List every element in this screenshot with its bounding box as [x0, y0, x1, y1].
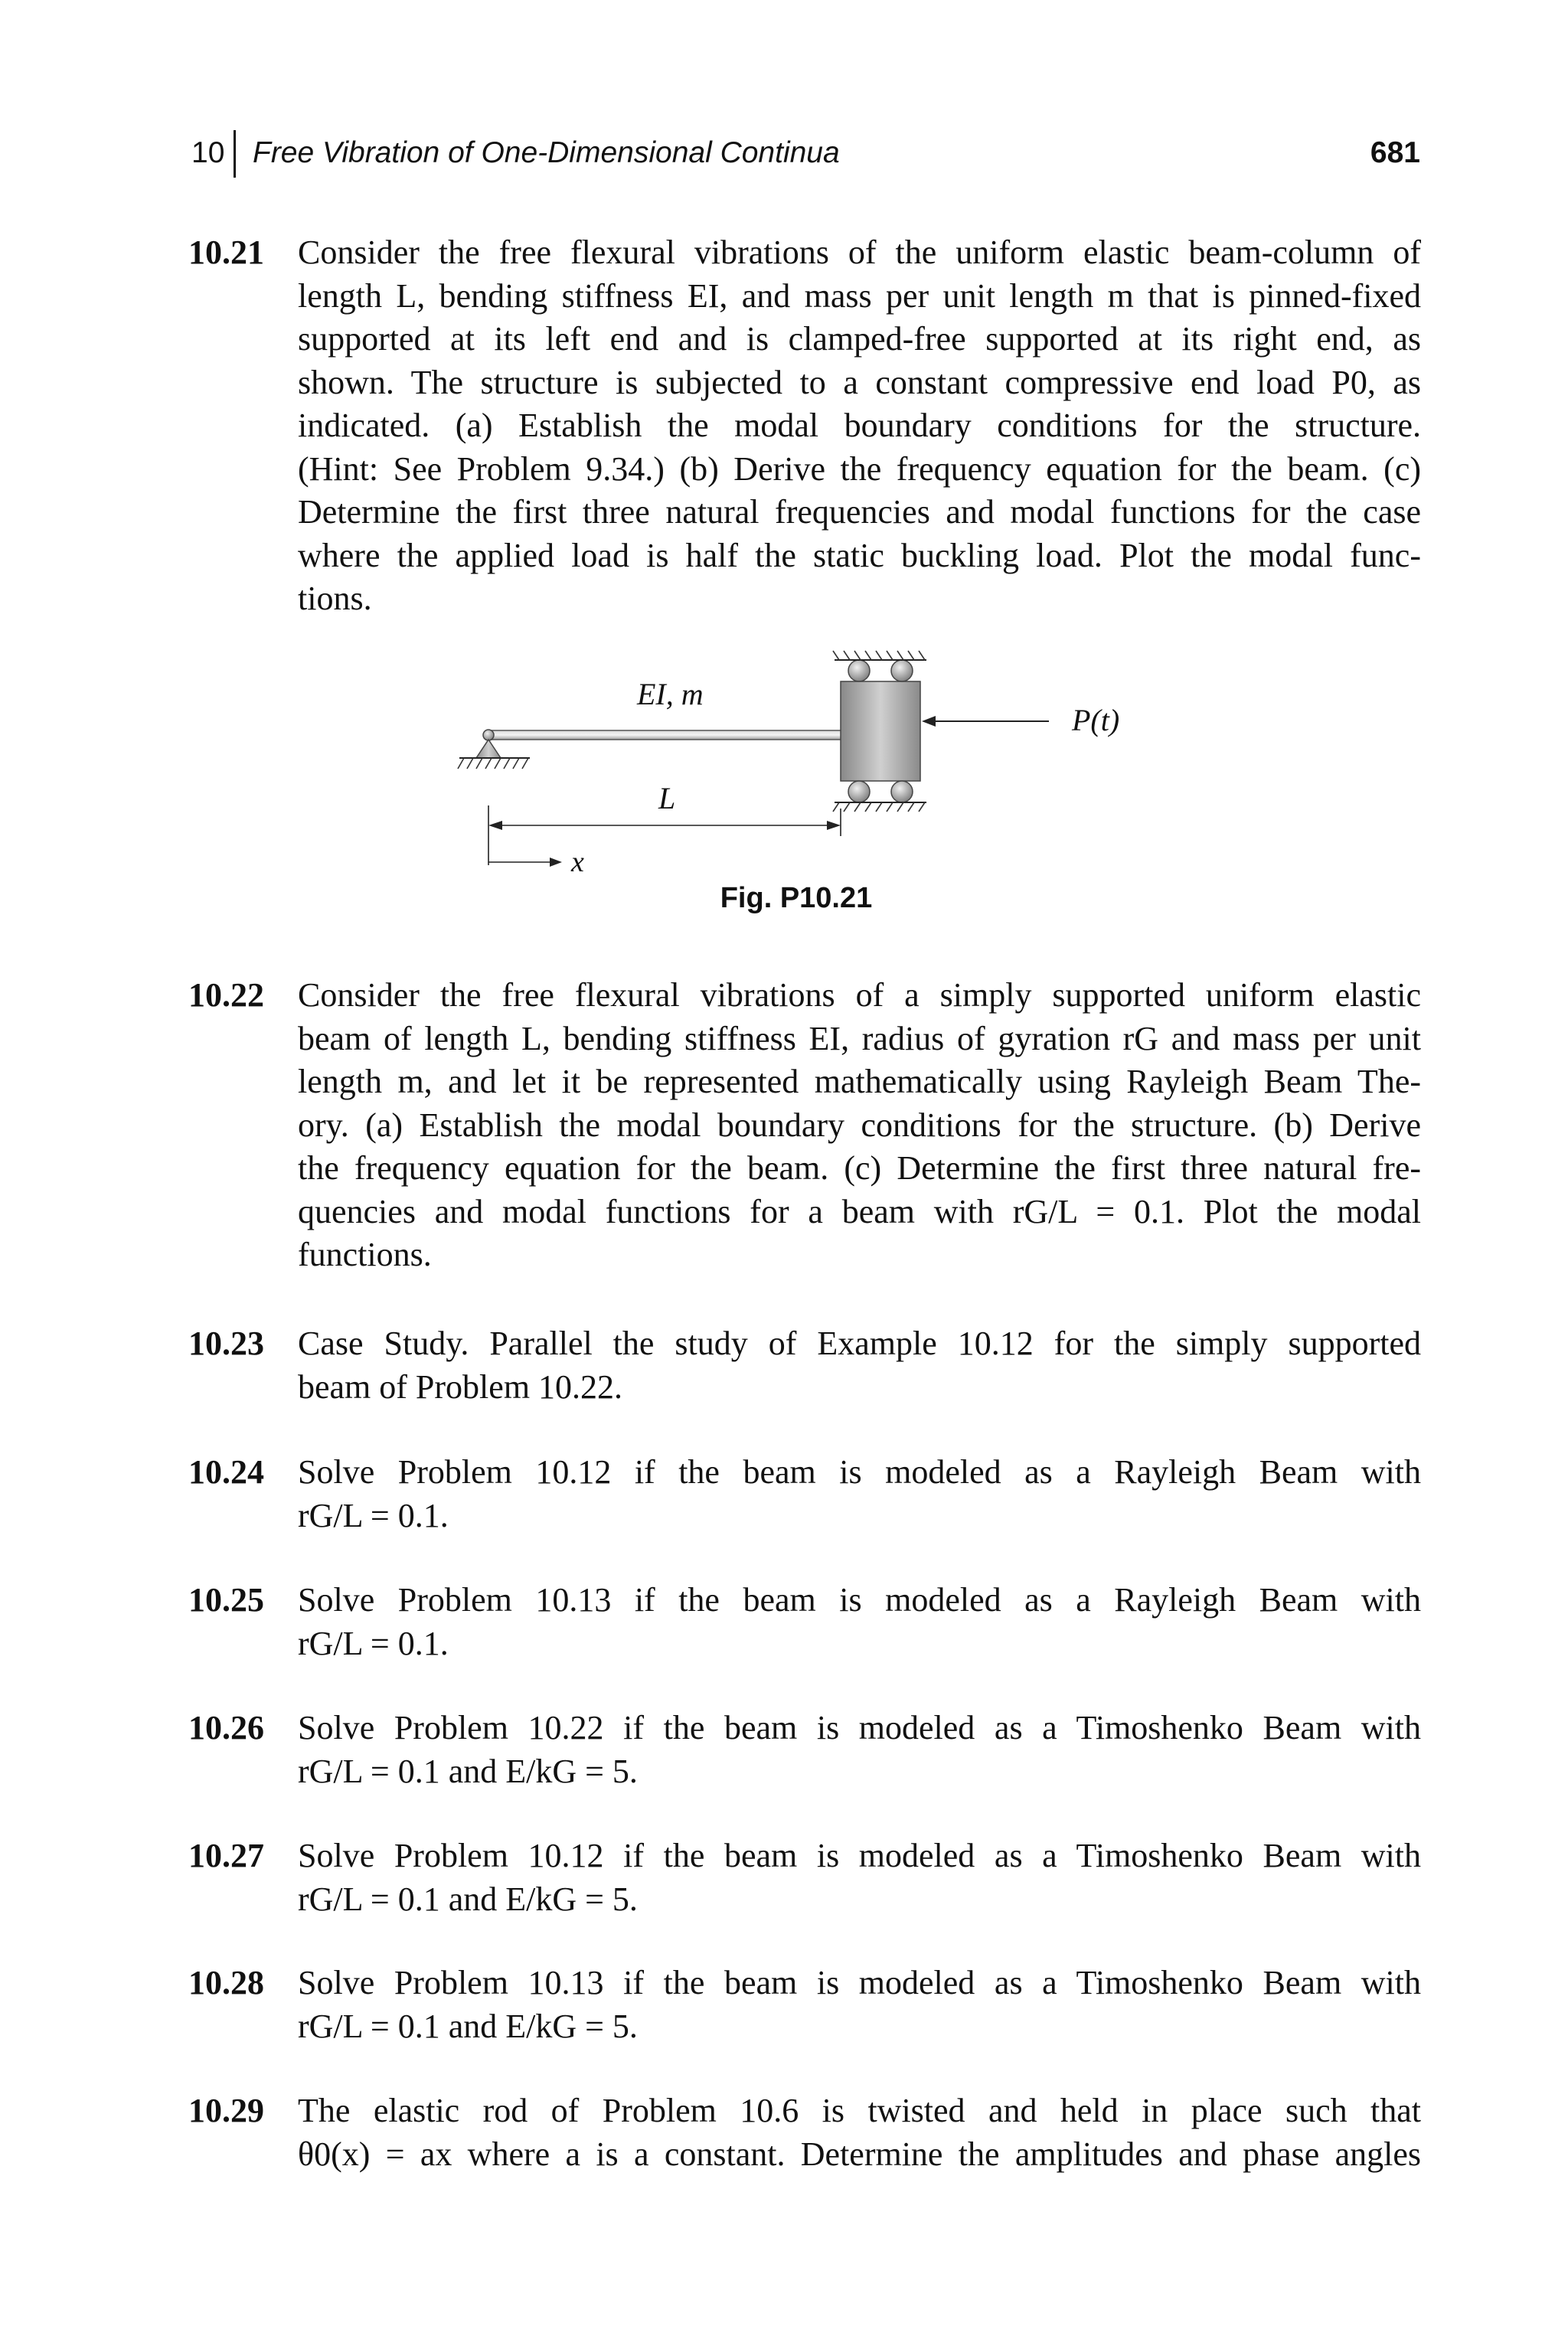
text-line: Determine the first three natural frequencies and modal functions for the case	[298, 493, 1421, 531]
text-line: beam of length L, bending stiffness EI, radius of gyration rG and mass per unit	[298, 1019, 1421, 1057]
figure-p10-21	[436, 635, 1156, 926]
text-line: rG/L = 0.1 and E/kG = 5.	[298, 2007, 638, 2045]
problem-text	[298, 1962, 1421, 2048]
text-line: length L, bending stiffness EI, and mass per unit length m that is pinned-fixed	[298, 276, 1421, 315]
beam-diagram	[436, 635, 1156, 880]
problem-number: 10.24	[188, 1453, 264, 1491]
problem-10-29	[188, 2089, 1421, 2176]
text-line: tions.	[298, 580, 372, 617]
load-label: P(t)	[1072, 703, 1120, 737]
problem-10-25	[188, 1579, 1421, 1665]
page-number: 681	[1370, 136, 1420, 169]
text-line: quencies and modal functions for a beam with rG/L = 0.1. Plot the modal	[298, 1192, 1421, 1230]
problem-number: 10.29	[188, 2092, 264, 2129]
text-line: rG/L = 0.1 and E/kG = 5.	[298, 1880, 638, 1918]
chapter-title: Free Vibration of One-Dimensional Continua	[253, 136, 840, 169]
problem-10-24	[188, 1451, 1421, 1537]
text-line: θ0(x) = ax where a is a constant. Determine the amplitudes and phase angles	[298, 2135, 1421, 2173]
problem-text	[298, 1834, 1421, 1921]
problem-10-22	[188, 974, 1421, 1277]
problem-number: 10.23	[188, 1325, 264, 1362]
text-line: (Hint: See Problem 9.34.) (b) Derive the frequency equation for the beam. (c)	[298, 449, 1421, 488]
text-line: functions.	[298, 1236, 432, 1273]
x-axis-label: x	[571, 846, 584, 878]
problem-number: 10.27	[188, 1837, 264, 1874]
problem-10-23	[188, 1322, 1421, 1409]
load-arrow	[922, 716, 1049, 727]
text-line: Consider the free flexural vibrations of a simply supported uniform elastic	[298, 976, 1421, 1014]
clamp-block	[833, 651, 926, 812]
text-line: Solve Problem 10.12 if the beam is modeled as a Timoshenko Beam with	[298, 1837, 1421, 1874]
problem-text	[298, 1322, 1421, 1409]
problem-text	[298, 231, 1421, 621]
problem-number: 10.21	[188, 234, 264, 271]
problem-number: 10.26	[188, 1709, 264, 1746]
chapter-number: 10	[191, 136, 225, 169]
text-line: The elastic rod of Problem 10.6 is twisted and held in place such that	[298, 2092, 1421, 2129]
text-line: indicated. (a) Establish the modal boundary conditions for the structure.	[298, 407, 1421, 444]
problem-10-21	[188, 231, 1421, 621]
text-line: Consider the free flexural vibrations of the uniform elastic beam-column of	[298, 234, 1421, 271]
text-line: rG/L = 0.1.	[298, 1496, 449, 1534]
problem-text	[298, 974, 1421, 1277]
problem-text	[298, 1707, 1421, 1793]
text-line: rG/L = 0.1.	[298, 1624, 449, 1662]
text-line: Case Study. Parallel the study of Example 10.12 for the simply supported	[298, 1325, 1421, 1362]
text-line: Solve Problem 10.13 if the beam is modeled as a Rayleigh Beam with	[298, 1581, 1421, 1619]
text-line: rG/L = 0.1 and E/kG = 5.	[298, 1752, 638, 1790]
problem-10-27	[188, 1834, 1421, 1921]
text-line: supported at its left end and is clamped-free supported at its right end, as	[298, 320, 1421, 358]
problem-number: 10.22	[188, 976, 264, 1014]
length-label: L	[658, 781, 676, 815]
text-line: Solve Problem 10.13 if the beam is modeled as a Timoshenko Beam with	[298, 1964, 1421, 2001]
problem-10-28	[188, 1962, 1421, 2048]
text-line: Solve Problem 10.22 if the beam is modeled as a Timoshenko Beam with	[298, 1709, 1421, 1746]
text-line: beam of Problem 10.22.	[298, 1367, 623, 1406]
text-line: shown. The structure is subjected to a constant compressive end load P0, as	[298, 363, 1421, 401]
text-line: ory. (a) Establish the modal boundary conditions for the structure. (b) Derive	[298, 1106, 1421, 1144]
header-divider	[234, 130, 236, 178]
beam-label: EI, m	[637, 677, 704, 711]
problem-number: 10.28	[188, 1964, 264, 2001]
beam	[488, 730, 896, 740]
running-header	[191, 130, 1420, 176]
problem-number: 10.25	[188, 1581, 264, 1619]
text-line: where the applied load is half the static buckling load. Plot the modal func-	[298, 536, 1421, 574]
figure-caption: Fig. P10.21	[720, 882, 873, 914]
text-line: length m, and let it be represented mathematically using Rayleigh Beam The-	[298, 1063, 1421, 1100]
text-line: Solve Problem 10.12 if the beam is modeled as a Rayleigh Beam with	[298, 1453, 1421, 1491]
problem-text	[298, 1451, 1421, 1537]
problem-text	[298, 2089, 1421, 2176]
text-line: the frequency equation for the beam. (c) Determine the first three natural fre-	[298, 1149, 1421, 1187]
x-axis-arrow	[488, 858, 562, 867]
problem-text	[298, 1579, 1421, 1665]
problem-10-26	[188, 1707, 1421, 1793]
